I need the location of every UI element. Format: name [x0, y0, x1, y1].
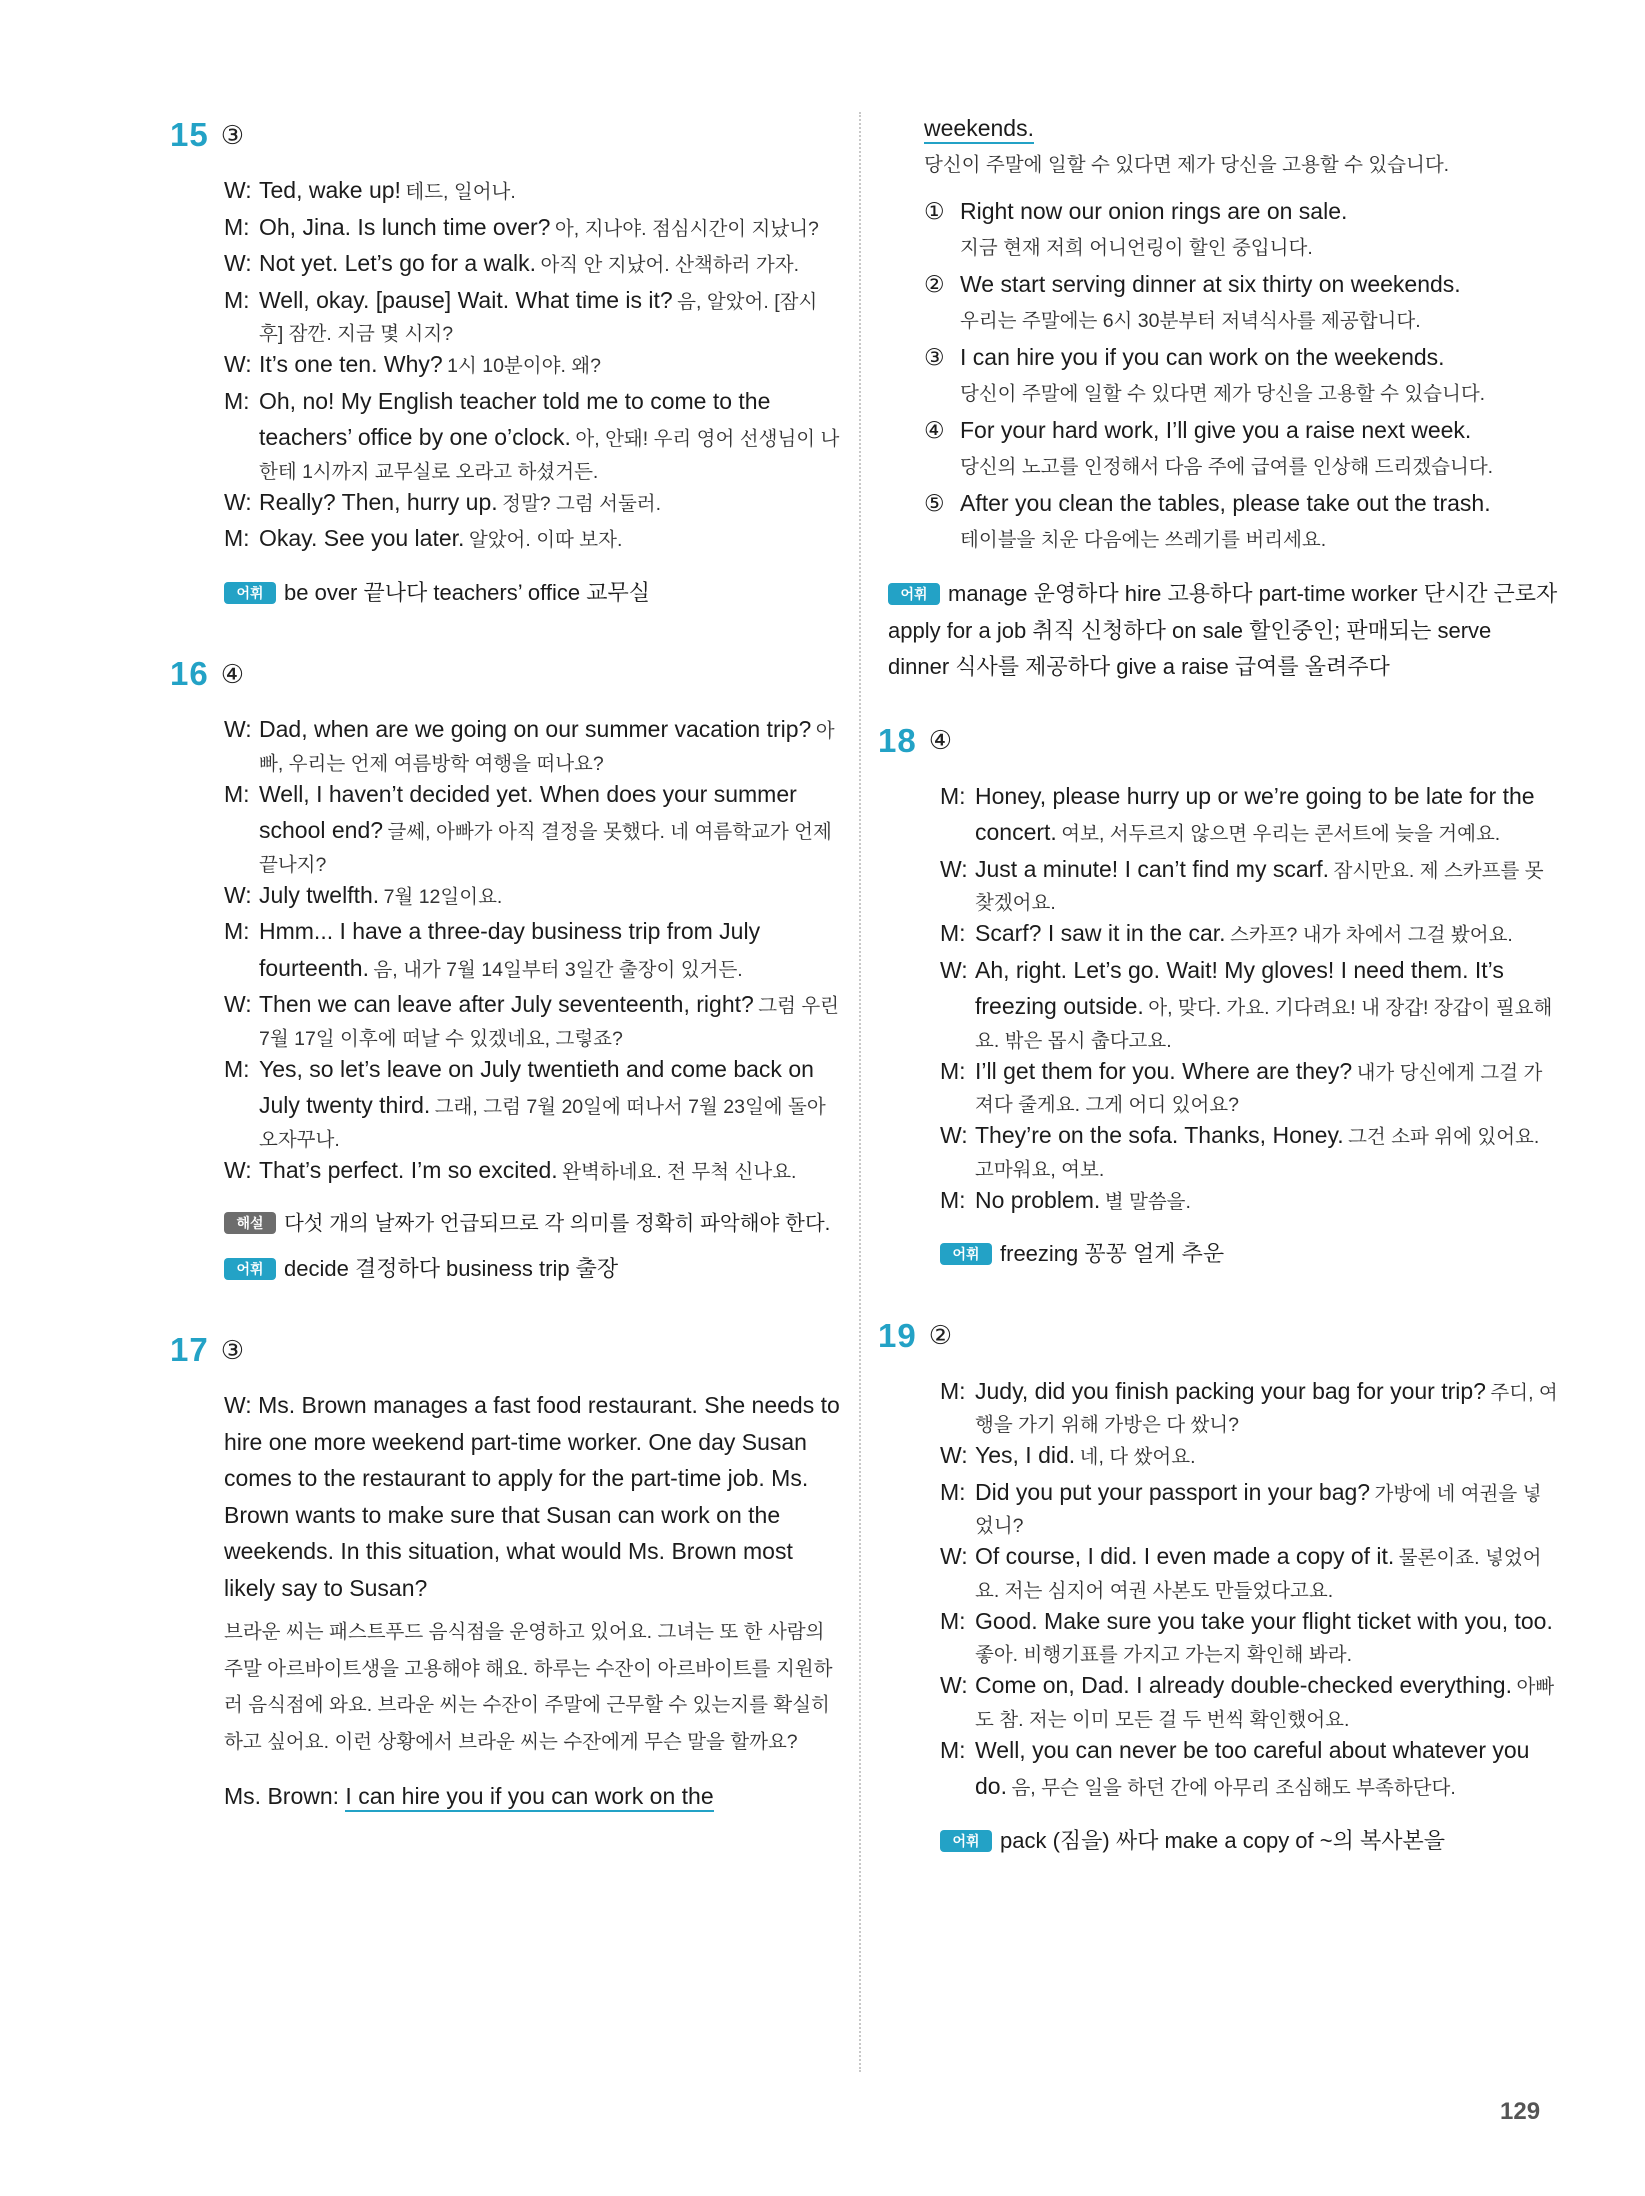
english-text: Scarf? I saw it in the car.	[975, 920, 1226, 946]
answer-prompt	[224, 1778, 840, 1815]
vocab-box	[878, 1823, 1558, 1860]
prompt-translation: 당신이 주말에 일할 수 있다면 제가 당신을 고용할 수 있습니다.	[924, 153, 1450, 176]
korean-translation: 좋아. 비행기표를 가지고 가는지 확인해 봐라.	[975, 1644, 1352, 1666]
option-item	[924, 193, 1558, 266]
prompt-answer-cont: weekends.	[924, 110, 1558, 147]
utterance	[975, 1538, 1558, 1603]
dialogue-line	[940, 1732, 1558, 1805]
english-text: Well, I haven’t decided yet. When does your summer school end?	[259, 780, 797, 843]
option-body	[960, 193, 1558, 266]
note-box	[170, 1206, 840, 1243]
vocab-badge: 어휘	[224, 582, 276, 604]
utterance	[975, 778, 1558, 851]
vocab-text: be over 끝나다 teachers’ office 교무실	[284, 579, 650, 605]
question-number: 17	[170, 1331, 209, 1368]
korean-translation: 아빠도 참. 저는 이미 모든 걸 두 번씩 확인했어요.	[975, 1676, 1555, 1731]
question-number: 18	[878, 721, 917, 759]
dialogue-line	[940, 1117, 1558, 1182]
right-column	[878, 110, 1558, 1897]
dialogue-line	[224, 245, 840, 282]
vocab-text: freezing 꽁꽁 얼게 추운	[1000, 1241, 1225, 1266]
english-text: It’s one ten. Why?	[259, 351, 443, 377]
option-translation: 당신의 노고를 인정해서 다음 주에 급여를 인상해 드리겠습니다.	[960, 455, 1494, 478]
speaker-label: M:	[940, 1377, 966, 1404]
english-text: Ted, wake up!	[259, 177, 401, 203]
english-text: Oh, no! My English teacher told me to come to the teachers’ office by one o’clock.	[259, 387, 771, 450]
speaker-label: W:	[224, 881, 252, 908]
dialogue-line	[940, 1182, 1558, 1219]
korean-translation: 내가 당신에게 그걸 가져다 줄게요. 그게 어디 있어요?	[975, 1061, 1543, 1116]
utterance	[259, 484, 840, 521]
utterance	[975, 1667, 1558, 1732]
dialogue-line	[940, 778, 1558, 851]
speaker-label: W:	[224, 991, 252, 1017]
speaker-label: W:	[940, 855, 968, 882]
dialogue	[878, 1373, 1558, 1805]
question-17-continued	[878, 110, 1558, 686]
dialogue-line	[224, 346, 840, 383]
question-16	[170, 649, 840, 1287]
korean-translation: 음, 내가 7월 14일부터 3일간 출장이 있거든.	[373, 958, 743, 981]
english-text: I’ll get them for you. Where are they?	[975, 1057, 1353, 1084]
english-text: Well, you can never be too careful about whatever you do.	[975, 1736, 1530, 1799]
english-text: No problem.	[975, 1186, 1101, 1213]
vocab-text: pack (짐을) 싸다 make a copy of ~의 복사본을	[1000, 1827, 1445, 1853]
speaker-label: W:	[940, 1672, 968, 1698]
utterance	[975, 1474, 1558, 1539]
option-text: Right now our onion rings are on sale.	[960, 198, 1348, 224]
english-text: Good. Make sure you take your flight ticket with you, too.	[975, 1607, 1553, 1634]
korean-translation: 완벽하네요. 전 무척 신나요.	[562, 1160, 797, 1183]
korean-translation: 스카프? 내가 차에서 그걸 봤어요.	[1230, 924, 1513, 946]
utterance	[975, 952, 1558, 1053]
question-number: 16	[170, 655, 209, 692]
dialogue-line	[940, 915, 1558, 952]
korean-translation: 잠시만요. 제 스카프를 못 찾겠어요.	[975, 859, 1544, 914]
utterance	[975, 1603, 1558, 1668]
utterance	[975, 1732, 1558, 1805]
speaker-label: M:	[224, 213, 250, 240]
note-text: 다섯 개의 날짜가 언급되므로 각 의미를 정확히 파악해야 한다.	[284, 1212, 831, 1235]
speaker-label: M:	[224, 918, 250, 944]
vocab-text: manage 운영하다 hire 고용하다 part-time worker 단시간 근로자 apply for a job 취직 신청하다 on sale 할인중인; 판매되는 serve dinner 식사를 제공하다 give a raise 급여를 올려주다	[888, 581, 1558, 679]
korean-translation: 알았어. 이따 보자.	[468, 529, 623, 551]
answer-mark: ④	[928, 725, 953, 755]
speaker-label: M:	[224, 286, 250, 313]
options-list	[924, 193, 1558, 558]
dialogue-line	[224, 711, 840, 776]
dialogue-line	[224, 877, 840, 914]
english-text: Well, okay. [pause] Wait. What time is it?	[259, 286, 673, 313]
utterance	[259, 520, 840, 557]
situation-translation: 브라운 씨는 패스트푸드 음식점을 운영하고 있어요. 그녀는 또 한 사람의 주말 아르바이트생을 고용해야 해요. 하루는 수잔이 아르바이트를 지원하러 음식점에 와요. 브라운 씨는 수잔이 주말에 근무할 수 있는지를 확실히 하고 싶어요. 이런 상황에서 브라운 씨는 수잔에게 무슨 말을 할까요?	[224, 1621, 833, 1753]
question-number: 15	[170, 116, 209, 153]
option-translation: 당신이 주말에 일할 수 있다면 제가 당신을 고용할 수 있습니다.	[960, 382, 1486, 405]
english-text: Come on, Dad. I already double-checked everything.	[975, 1672, 1512, 1698]
korean-translation: 여보, 서두르지 않으면 우리는 콘서트에 늦을 거예요.	[1061, 823, 1501, 845]
dialogue-line	[224, 913, 840, 986]
korean-translation: 가방에 네 여권을 넣었니?	[975, 1482, 1542, 1537]
korean-translation: 물론이죠. 넣었어요. 저는 심지어 여권 사본도 만들었다고요.	[975, 1547, 1542, 1602]
question-header	[170, 110, 840, 160]
option-text: I can hire you if you can work on the weekends.	[960, 344, 1445, 370]
option-item	[924, 412, 1558, 485]
korean-translation: 테드, 일어나.	[405, 181, 516, 203]
left-column	[170, 110, 840, 1853]
speaker-label: M:	[940, 1478, 966, 1505]
utterance	[975, 1117, 1558, 1182]
korean-translation: 음, 알았어. [잠시 후] 잠깐. 지금 몇 시지?	[259, 290, 818, 345]
note-badge: 해설	[224, 1212, 276, 1234]
dialogue-line	[224, 282, 840, 347]
dialogue-line	[940, 1603, 1558, 1668]
speaker-label: W:	[224, 716, 252, 742]
question-18	[878, 716, 1558, 1273]
korean-translation: 그래, 그럼 7월 20일에 떠나서 7월 23일에 돌아오자꾸나.	[259, 1096, 826, 1151]
korean-translation: 주디, 여행을 가기 위해 가방은 다 쌌니?	[975, 1381, 1558, 1436]
option-translation: 지금 현재 저희 어니언링이 할인 중입니다.	[960, 236, 1313, 259]
speaker-label: W:	[224, 351, 252, 377]
speaker-label: M:	[224, 1055, 250, 1082]
utterance	[259, 346, 840, 383]
speaker-label: M:	[940, 1057, 966, 1084]
speaker-label: W:	[224, 177, 252, 203]
vocab-badge: 어휘	[224, 1258, 276, 1280]
utterance	[259, 986, 840, 1051]
vocab-box	[170, 575, 840, 612]
speaker-label: W:	[940, 1122, 968, 1148]
option-item	[924, 485, 1558, 558]
option-number: ⑤	[924, 490, 945, 516]
korean-translation: 1시 10분이야. 왜?	[447, 355, 601, 377]
prompt-continued	[878, 110, 1558, 558]
utterance	[259, 383, 840, 484]
dialogue-line	[940, 1474, 1558, 1539]
english-text: Okay. See you later.	[259, 525, 465, 551]
utterance	[259, 172, 840, 209]
dialogue-line	[940, 1538, 1558, 1603]
answer-mark: ④	[220, 658, 245, 689]
utterance	[259, 282, 840, 347]
column-divider	[859, 112, 861, 2072]
dialogue-line	[940, 1667, 1558, 1732]
korean-translation: 아, 안돼! 우리 영어 선생님이 나한테 1시까지 교무실로 오라고 하셨거든.	[259, 428, 840, 483]
korean-translation: 7월 12일이요.	[383, 885, 503, 908]
korean-translation: 음, 무슨 일을 하던 간에 아무리 조심해도 부족하단다.	[1011, 1777, 1456, 1799]
dialogue-line	[940, 1437, 1558, 1474]
english-text: Yes, I did.	[975, 1442, 1076, 1468]
page-number: 129	[1500, 2098, 1541, 2125]
utterance	[259, 877, 840, 914]
dialogue-line	[940, 952, 1558, 1053]
question-number: 19	[878, 1316, 917, 1354]
english-text: Yes, so let’s leave on July twentieth and come back on July twenty third.	[259, 1055, 814, 1118]
dialogue-line	[224, 383, 840, 484]
utterance	[975, 1182, 1558, 1219]
question-header	[878, 1311, 1558, 1361]
speaker-label: W:	[224, 250, 252, 276]
dialogue-line	[940, 1053, 1558, 1118]
speaker-label: M:	[940, 1736, 966, 1763]
speaker-label: M:	[940, 920, 966, 946]
dialogue-line	[224, 1051, 840, 1152]
speaker-label: M:	[224, 387, 250, 414]
question-19	[878, 1311, 1558, 1860]
speaker-label: M:	[940, 1607, 966, 1634]
option-item	[924, 266, 1558, 339]
dialogue-line	[224, 172, 840, 209]
english-text: Oh, Jina. Is lunch time over?	[259, 213, 551, 240]
korean-translation: 별 말씀을.	[1104, 1190, 1191, 1213]
option-item	[924, 339, 1558, 412]
option-text: After you clean the tables, please take out the trash.	[960, 490, 1491, 516]
english-text: Just a minute! I can’t find my scarf.	[975, 855, 1330, 882]
dialogue	[170, 711, 840, 1188]
english-text: Ah, right. Let’s go. Wait! My gloves! I need them. It’s freezing outside.	[975, 956, 1504, 1019]
question-17	[170, 1325, 840, 1815]
utterance	[975, 1053, 1558, 1118]
korean-translation: 아직 안 지났어. 산책하러 가자.	[540, 254, 800, 276]
speaker-label: M:	[224, 780, 250, 807]
option-number: ①	[924, 198, 945, 224]
dialogue-line	[940, 851, 1558, 916]
english-text: They’re on the sofa. Thanks, Honey.	[975, 1122, 1344, 1148]
utterance	[259, 1051, 840, 1152]
vocab-box	[878, 576, 1558, 686]
dialogue-line	[224, 484, 840, 521]
vocab-badge: 어휘	[940, 1243, 992, 1265]
korean-translation: 그건 소파 위에 있어요. 고마워요, 여보.	[975, 1126, 1540, 1181]
option-body	[960, 412, 1558, 485]
question-15	[170, 110, 840, 611]
korean-translation: 네, 다 쌌어요.	[1079, 1446, 1196, 1468]
dialogue-line	[224, 1152, 840, 1189]
english-text: July twelfth.	[259, 881, 380, 908]
speaker-label: M:	[940, 782, 966, 809]
utterance	[259, 209, 840, 246]
speaker-label: M:	[940, 1186, 966, 1213]
utterance	[259, 1152, 840, 1189]
option-translation: 테이블을 치운 다음에는 쓰레기를 버리세요.	[960, 528, 1327, 551]
english-text: Dad, when are we going on our summer vacation trip?	[259, 716, 812, 742]
answer-mark: ③	[220, 119, 245, 150]
question-header	[170, 1325, 840, 1375]
speaker-label: W:	[224, 1156, 252, 1183]
english-text: Did you put your passport in your bag?	[975, 1478, 1371, 1505]
english-text: That’s perfect. I’m so excited.	[259, 1156, 558, 1183]
english-text: Not yet. Let’s go for a walk.	[259, 250, 536, 276]
korean-translation: 그럼 우린 7월 17일 이후에 떠날 수 있겠네요, 그렇죠?	[259, 995, 840, 1050]
speaker-label: W:	[940, 1442, 968, 1468]
vocab-badge: 어휘	[888, 583, 940, 605]
situation-text: W: Ms. Brown manages a fast food restaurant. She needs to hire one more weekend part-time worker. One day Susan comes to the restaurant to apply for the part-time job. Ms. Brown wants to make sure that Susan can work on the weekends. In this situation, what would Ms. Brown most likely say to Susan?	[224, 1392, 840, 1601]
answer-mark: ②	[928, 1320, 953, 1350]
english-text: Hmm... I have a three-day business trip from July fourteenth.	[259, 918, 761, 981]
dialogue-line	[224, 520, 840, 557]
vocab-text: decide 결정하다 business trip 출장	[284, 1255, 619, 1281]
korean-translation: 아, 지나야. 점심시간이 지났니?	[554, 217, 819, 240]
option-body	[960, 266, 1558, 339]
korean-translation: 정말? 그럼 서둘러.	[502, 492, 662, 515]
english-text: Then we can leave after July seventeenth, right?	[259, 991, 754, 1017]
dialogue-line	[940, 1373, 1558, 1438]
speaker-label: W:	[940, 1543, 968, 1569]
option-number: ③	[924, 344, 945, 370]
utterance	[259, 913, 840, 986]
korean-translation: 아, 맞다. 가요. 기다려요! 내 장갑! 장갑이 필요해요. 밖은 몹시 춥다고요.	[975, 997, 1553, 1052]
prompt-speaker: Ms. Brown:	[224, 1783, 340, 1809]
english-text: Judy, did you finish packing your bag for your trip?	[975, 1377, 1486, 1404]
korean-translation: 글쎄, 아빠가 아직 결정을 못했다. 네 여름학교가 언제 끝나지?	[259, 821, 832, 876]
utterance	[975, 851, 1558, 916]
situation	[170, 1387, 840, 1815]
utterance	[975, 1373, 1558, 1438]
speaker-label: W:	[224, 488, 252, 515]
option-body	[960, 339, 1558, 412]
vocab-badge: 어휘	[940, 1830, 992, 1852]
utterance	[975, 915, 1558, 952]
dialogue	[170, 172, 840, 557]
option-number: ②	[924, 271, 945, 297]
utterance	[259, 776, 840, 877]
dialogue-line	[224, 986, 840, 1051]
option-number: ④	[924, 417, 945, 443]
utterance	[975, 1437, 1558, 1474]
option-text: We start serving dinner at six thirty on weekends.	[960, 271, 1461, 297]
vocab-box	[878, 1236, 1558, 1273]
utterance	[259, 245, 840, 282]
question-header	[170, 649, 840, 699]
dialogue	[878, 778, 1558, 1219]
english-text: Really? Then, hurry up.	[259, 488, 498, 515]
dialogue-line	[224, 209, 840, 246]
question-header	[878, 716, 1558, 766]
option-translation: 우리는 주말에는 6시 30분부터 저녁식사를 제공합니다.	[960, 309, 1421, 332]
answer-mark: ③	[220, 1334, 245, 1365]
option-text: For your hard work, I’ll give you a raise next week.	[960, 417, 1472, 443]
dialogue-line	[224, 776, 840, 877]
prompt-answer: I can hire you if you can work on the	[345, 1783, 713, 1812]
vocab-box	[170, 1251, 840, 1288]
utterance	[259, 711, 840, 776]
option-body	[960, 485, 1558, 558]
speaker-label: W:	[940, 956, 968, 983]
korean-translation: 아빠, 우리는 언제 여름방학 여행을 떠나요?	[259, 720, 835, 775]
english-text: Of course, I did. I even made a copy of it.	[975, 1543, 1395, 1569]
english-text: Honey, please hurry up or we’re going to be late for the concert.	[975, 782, 1535, 845]
speaker-label: M:	[224, 525, 250, 551]
